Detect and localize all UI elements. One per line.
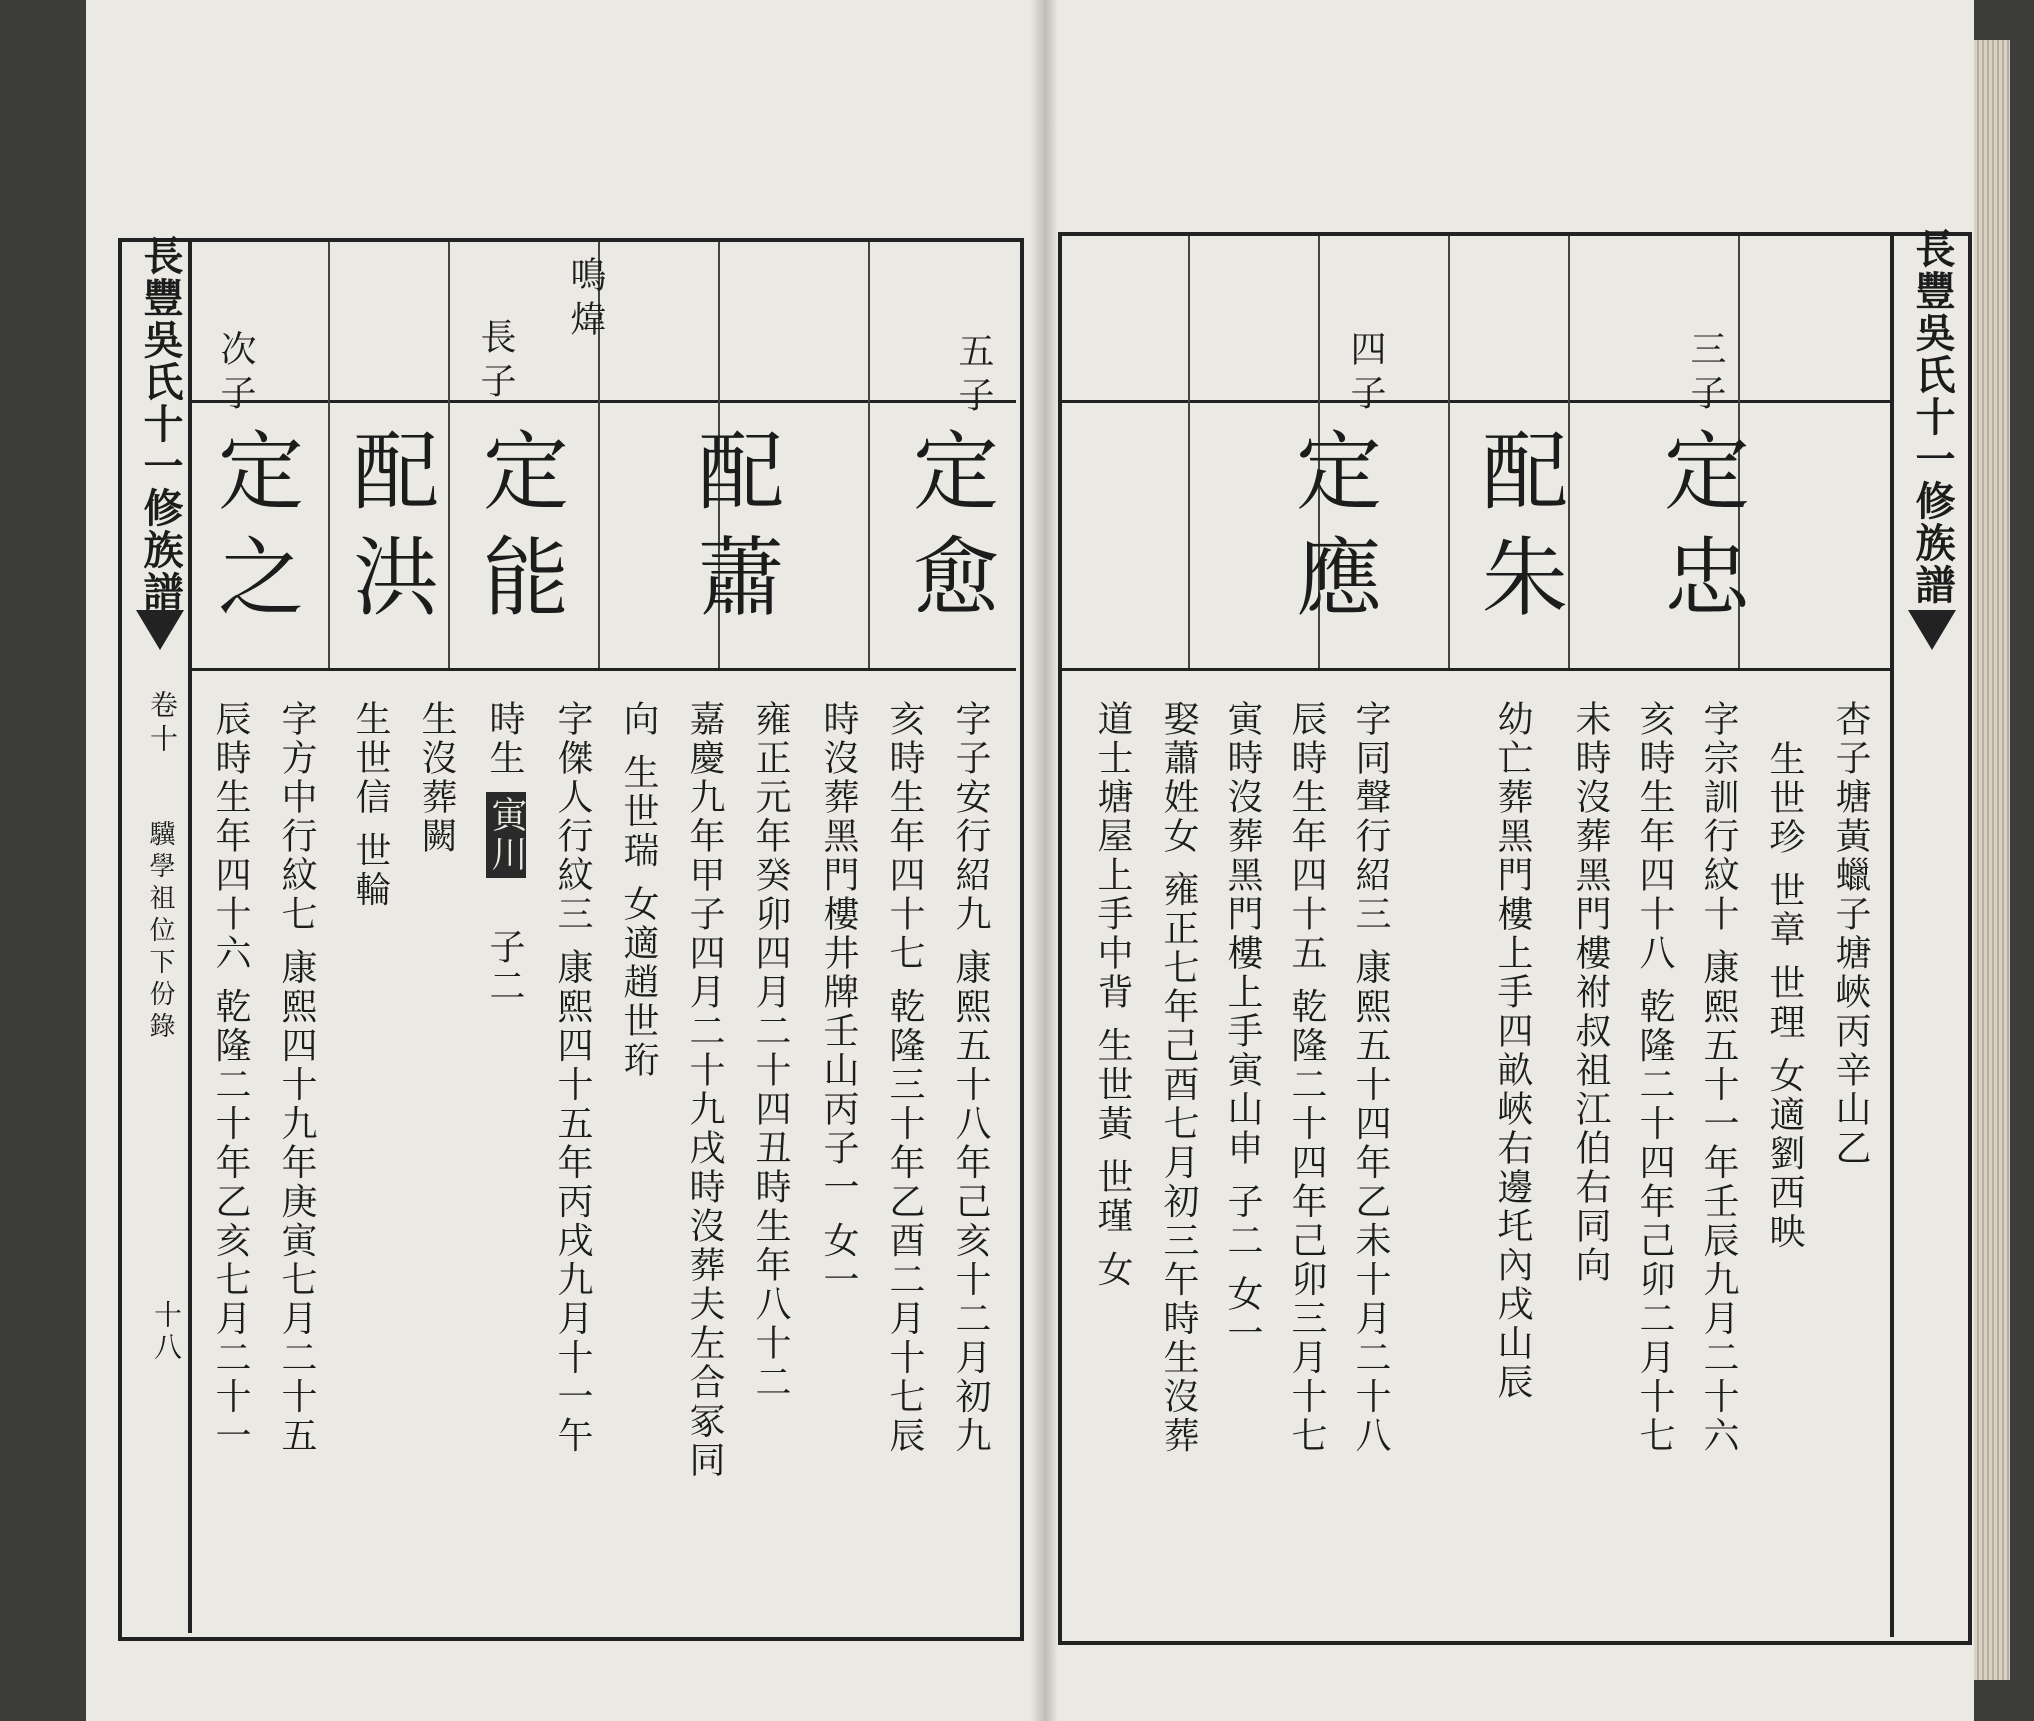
- left-header-rule: [190, 400, 1016, 403]
- spouse-name: 配朱: [1467, 426, 1567, 638]
- record-line: 亥時生年四十八 乾隆二十四年己卯二月十七: [1634, 700, 1675, 1456]
- record-line: 字傑人行紋三 康熙四十五年丙戌九月十一午: [552, 700, 593, 1456]
- right-spine-rule: [1890, 236, 1894, 1637]
- spine-title: 長豐吳氏十一修族譜: [137, 235, 184, 613]
- person-name: 定之: [203, 426, 303, 638]
- record-line: 生沒葬闕: [416, 700, 457, 856]
- header-gen: 五子: [953, 332, 994, 420]
- record-line: 道士塘屋上手中背 生世黃 世瑾 女: [1092, 700, 1133, 1290]
- person-name: 定應: [1281, 426, 1381, 638]
- record-line: 娶蕭姓女 雍正七年己酉七月初三午時生沒葬: [1158, 700, 1199, 1456]
- record-line: 字子安行紹九 康熙五十八年己亥十二月初九: [950, 700, 991, 1456]
- spouse-name: 配洪: [338, 426, 438, 638]
- record-line: 字同聲行紹三 康熙五十四年乙未十月二十八: [1350, 700, 1391, 1456]
- spouse-name: 配蕭: [683, 426, 783, 638]
- left-name-rule: [190, 668, 1016, 671]
- record-line: 向 生世瑞 女適趙世珩: [618, 700, 659, 1080]
- record-line: 亥時生年四十七 乾隆三十年乙酉二月十七辰: [884, 700, 925, 1456]
- header-parent: 鳴煒: [565, 256, 606, 344]
- left-col-divider: [328, 242, 330, 668]
- record-line: 時生: [484, 700, 525, 778]
- right-spine-title-cell: [1904, 228, 1958, 606]
- record-line: 辰時生年四十六 乾隆二十年乙亥七月二十一: [210, 700, 251, 1456]
- spine-title: 長豐吳氏十一修族譜: [1909, 228, 1956, 606]
- right-name-rule: [1062, 668, 1892, 671]
- right-col-divider: [1188, 236, 1190, 668]
- person-name: 定愈: [898, 426, 998, 638]
- header-gen: 次子: [215, 330, 256, 418]
- record-line: 子二: [484, 928, 525, 1006]
- person-name: 定能: [468, 426, 568, 638]
- section-label: 驥學祖位下份錄: [145, 820, 175, 1044]
- record-line: 時沒葬黑門樓井牌壬山丙子一 女一: [818, 700, 859, 1300]
- record-line: 杏子塘黃蠟子塘峽丙辛山乙: [1830, 700, 1871, 1168]
- right-col-divider: [1448, 236, 1450, 668]
- record-line: 字宗訓行紋十 康熙五十一年壬辰九月二十六: [1698, 700, 1739, 1456]
- fishtail-mark: [136, 610, 184, 650]
- record-line: 嘉慶九年甲子四月二十九戌時沒葬夫左合冢同: [684, 700, 725, 1480]
- name-stamp: 寅川: [486, 792, 526, 878]
- person-name: 定忠: [1649, 426, 1749, 638]
- left-col-divider: [448, 242, 450, 668]
- record-line: 幼亡葬黑門樓上手四畝峽右邊圫內戌山辰: [1492, 700, 1533, 1402]
- record-line: 生世信 世輪: [350, 700, 391, 910]
- record-line-with-stamp: [486, 700, 526, 1006]
- record-line: 寅時沒葬黑門樓上手寅山申 子二 女一: [1222, 700, 1263, 1353]
- record-line: 雍正元年癸卯四月二十四丑時生年八十二: [750, 700, 791, 1402]
- fishtail-mark: [1908, 610, 1956, 650]
- record-line: 字方中行紋七 康熙四十九年庚寅七月二十五: [276, 700, 317, 1456]
- right-header-rule: [1062, 400, 1892, 403]
- right-col-divider: [1568, 236, 1570, 668]
- record-line: 生世珍 世章 世理 女適劉西映: [1764, 740, 1805, 1252]
- page-number: 十八: [150, 1300, 183, 1364]
- page-edges: [1974, 40, 2010, 1680]
- record-line: 未時沒葬黑門樓祔叔祖江伯右同向: [1570, 700, 1611, 1285]
- header-gen: 長子: [475, 318, 516, 406]
- book-gutter: [1030, 0, 1058, 1721]
- header-gen: 三子: [1685, 330, 1726, 418]
- left-spine-title-cell: [132, 235, 186, 613]
- record-line: 辰時生年四十五 乾隆二十四年己卯三月十七: [1286, 700, 1327, 1456]
- left-col-divider: [868, 242, 870, 668]
- volume-label: 卷十: [146, 690, 179, 758]
- header-gen: 四子: [1345, 330, 1386, 418]
